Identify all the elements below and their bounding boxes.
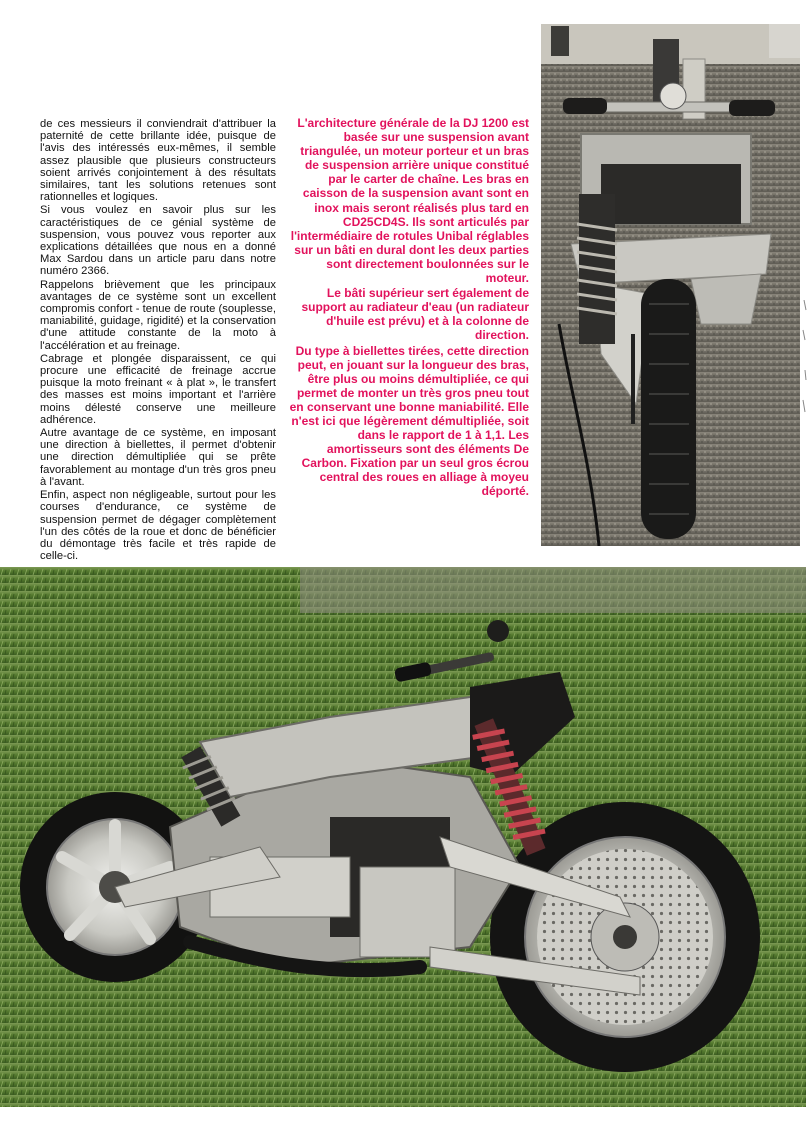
body-paragraph: Autre avantage de ce système, en imposant une direction à biellettes, il permet d'obtenir une direction démultipliée qui se prête favorablement au montage d'un très gros pneu à l'avant. bbox=[40, 427, 276, 488]
edge-marks-graphic bbox=[801, 300, 809, 420]
caption-paragraph: Du type à biellettes tirées, cette direction peut, en jouant sur la longueur des bras, être plus ou moins démultipliée, ce qui permet de monter un très gros pneu tout en conservant une bonne maniabilité. Elle n'est ici que légèrement démultipliée, soit dans le rapport de 1 à 1,1. Les amortisseurs sont des éléments De Carbon. Fixation par un seul gros écrou central des roues en alliage à moyeu déporté. bbox=[289, 343, 529, 499]
caption-paragraph: L'architecture générale de la DJ 1200 est basée sur une suspension avant triangulée, un moteur porteur et un bras de suspension arrière unique constitué par le carter de chaîne. Les bras en caisson de la suspension avant sont en inox mais seront réalisés plus tard en CD25CD4S. Ils sont articulés par l'intermédiaire de rotules Unibal réglables sur un bâti en dural dont les deux parties sont directement boulonnées sur le moteur. bbox=[290, 116, 529, 286]
body-paragraph: Si vous voulez en savoir plus sur les caractéristiques de ce génial système de suspension, vous pouvez vous reporter aux explications détaillées que nous en a donné Max Sardou dans un article paru dans notre numéro 2366. bbox=[40, 204, 276, 278]
body-paragraph: Rappelons brièvement que les principaux avantages de ce système sont un excellent compromis confort - tenue de route (souplesse, maniabilité, guidage, rigidité) et la conservation d'une attitude constante de la moto à l'accélération et au freinage. bbox=[40, 278, 276, 352]
caption-paragraph: Le bâti supérieur sert également de support au radiateur d'eau (un radiateur d'huile est prévu) et à la colonne de direction. bbox=[301, 286, 529, 343]
photo-caption bbox=[287, 116, 529, 500]
motorcycle-chassis-illustration bbox=[0, 567, 806, 1107]
body-text-column bbox=[40, 118, 276, 563]
motorcycle-chassis-photo bbox=[0, 567, 806, 1107]
body-paragraph: Enfin, aspect non négligeable, surtout pour les courses d'endurance, ce système de suspension permet de dégager complètement l'un des côtés de la roue et donc de bénéficier du démontage très facile et très rapide de celle-ci. bbox=[40, 489, 276, 563]
body-paragraph: Cabrage et plongée disparaissent, ce qui procure une efficacité de freinage accrue puisque la moto freinant « à plat », le transfert des masses est moins important et l'arrière moins délesté conserve une meilleure adhérence. bbox=[40, 352, 276, 426]
body-paragraph: de ces messieurs il conviendrait d'attribuer la paternité de cette brillante idée, puisque de l'avis des intéressés eux-mêmes, il semble assez plausible que plusieurs constructeurs soient arrivés conjointement à des résultats similaires, tant les solutions retenues sont rationnelles et logiques. bbox=[40, 118, 276, 204]
page-edge-marks bbox=[801, 300, 809, 420]
front-suspension-photo bbox=[541, 24, 800, 546]
front-suspension-illustration bbox=[541, 24, 800, 546]
